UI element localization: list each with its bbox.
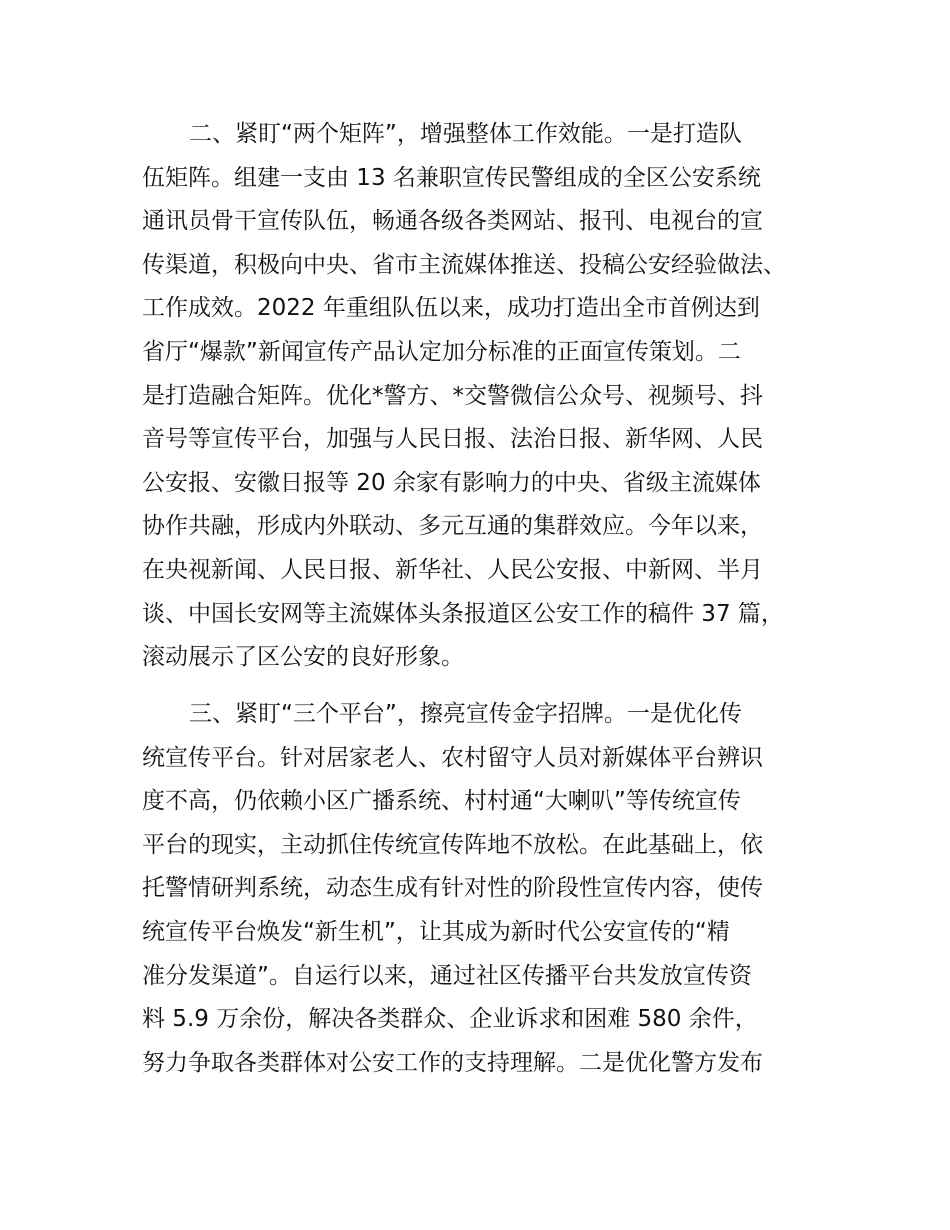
paragraph-line: 准分发渠道”。自运行以来，通过社区传播平台共发放宣传资 — [142, 962, 752, 989]
paragraph-three-platforms — [142, 693, 842, 1085]
paragraph-line: 统宣传平台焕发“新生机”，让其成为新时代公安宣传的“精 — [142, 918, 730, 945]
paragraph-line: 工作成效。2022 年重组队伍以来，成功打造出全市首例达到 — [142, 295, 760, 322]
paragraph-line: 三、紧盯“三个平台”，擦亮宣传金字招牌。一是优化传 — [189, 701, 742, 727]
paragraph-line: 传渠道，积极向中央、省市主流媒体推送、投稿公安经验做法、 — [142, 251, 786, 278]
paragraph-line: 是打造融合矩阵。优化*警方、*交警微信公众号、视频号、抖 — [142, 382, 763, 409]
paragraph-line: 二、紧盯“两个矩阵”，增强整体工作效能。一是打造队 — [189, 121, 742, 147]
paragraph-line: 料 5.9 万余份，解决各类群众、企业诉求和困难 580 余件， — [142, 1006, 758, 1033]
paragraph-line: 在央视新闻、人民日报、新华社、人民公安报、中新网、半月 — [142, 556, 763, 583]
paragraph-line: 伍矩阵。组建一支由 13 名兼职宣传民警组成的全区公安系统 — [142, 164, 761, 191]
paragraph-line: 托警情研判系统，动态生成有针对性的阶段性宣传内容，使传 — [142, 875, 763, 902]
paragraph-line: 度不高，仍依赖小区广播系统、村村通“大喇叭”等传统宣传 — [142, 788, 741, 815]
paragraph-line: 音号等宣传平台，加强与人民日报、法治日报、新华网、人民 — [142, 426, 763, 453]
paragraph-line: 省厅“爆款”新闻宣传产品认定加分标准的正面宣传策划。二 — [142, 338, 741, 365]
paragraph-line: 谈、中国长安网等主流媒体头条报道区公安工作的稿件 37 篇， — [142, 600, 784, 627]
paragraph-line: 努力争取各类群体对公安工作的支持理解。二是优化警方发布 — [142, 1049, 763, 1076]
paragraph-line: 通讯员骨干宣传队伍，畅通各级各类网站、报刊、电视台的宣 — [142, 208, 763, 235]
paragraph-line: 协作共融，形成内外联动、多元互通的集群效应。今年以来， — [142, 513, 763, 540]
paragraph-line: 公安报、安徽日报等 20 余家有影响力的中央、省级主流媒体 — [142, 469, 761, 496]
paragraph-line: 滚动展示了区公安的良好形象。 — [142, 644, 464, 671]
paragraph-line: 统宣传平台。针对居家老人、农村留守人员对新媒体平台辨识 — [142, 744, 763, 771]
paragraph-line: 平台的现实，主动抓住传统宣传阵地不放松。在此基础上，依 — [142, 831, 763, 858]
paragraph-two-matrices — [142, 113, 842, 680]
